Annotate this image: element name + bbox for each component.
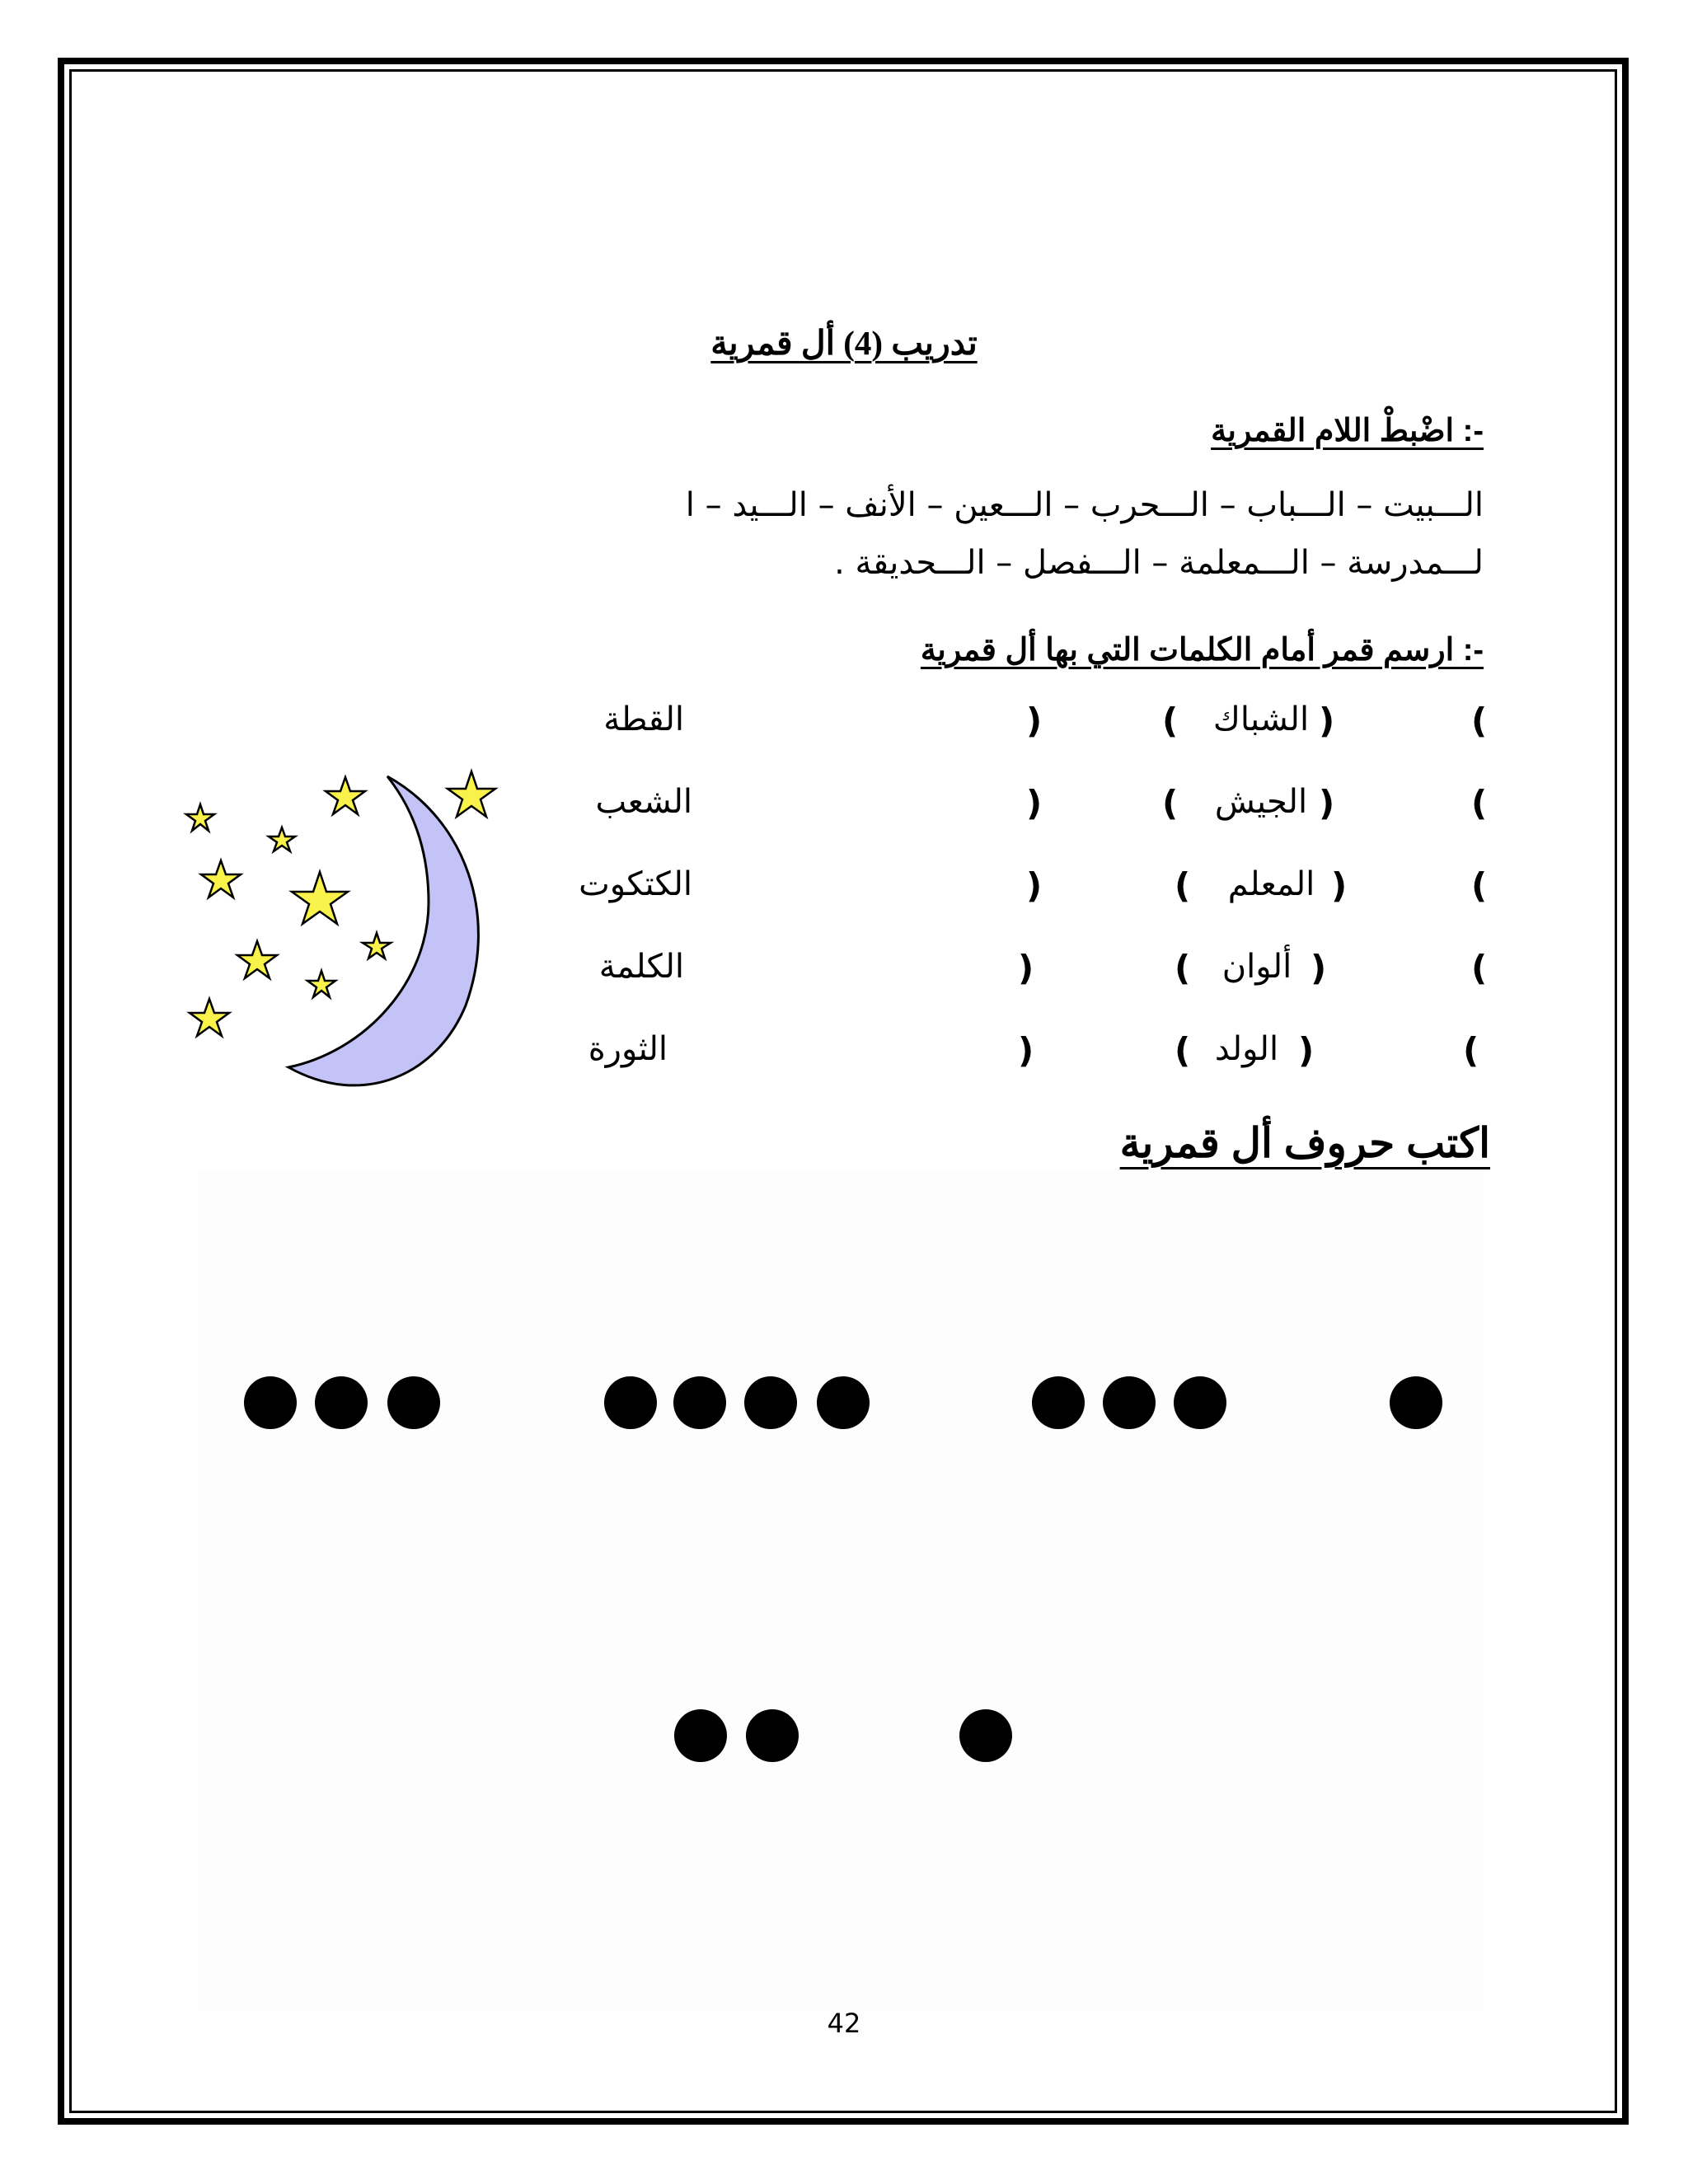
extra-word: الثورة [588, 1030, 668, 1068]
word: الجيش [1214, 783, 1308, 821]
paren-close: ) [1026, 783, 1043, 823]
word-row [528, 865, 1488, 915]
word: المعلم [1227, 865, 1315, 903]
star-icon [326, 777, 365, 814]
star-icon [292, 872, 348, 924]
star-icon [448, 771, 495, 817]
word-row [528, 783, 1488, 832]
extra-word: الشعب [595, 783, 692, 821]
paren-close: ) [1319, 783, 1335, 823]
word: الولد [1214, 1030, 1279, 1068]
paren-open: ( [1162, 701, 1179, 741]
word-row [528, 948, 1488, 997]
paren-open: ( [1175, 1030, 1191, 1071]
page-title: تدريب (4) أل قمرية [710, 324, 978, 362]
extra-word: الكتكوت [579, 865, 692, 903]
section1-line2: لـــمدرسة – الـــمعلمة – الـــفصل – الـــحديقة . [834, 544, 1484, 582]
word-row [528, 701, 1488, 750]
star-icon [201, 860, 241, 898]
word: الشباك [1212, 701, 1310, 738]
star-icon [237, 941, 277, 978]
star-icon [269, 827, 295, 851]
paren-close: ) [1298, 1030, 1315, 1071]
word: ألوان [1221, 948, 1292, 986]
paren-close: ) [1319, 701, 1335, 741]
extra-word: الكلمة [598, 948, 684, 986]
star-icon [190, 999, 229, 1036]
section1-line1: الـــبيت – الـــباب – الـــحرب – الـــعين – الأنف – الـــيد – ا [685, 486, 1484, 524]
crescent-moon-icon [288, 776, 478, 1085]
star-icon [186, 804, 214, 831]
paren-close: ) [1311, 948, 1327, 988]
star-icon [363, 933, 391, 958]
section3-heading: اكتب حروف أل قمرية [1119, 1120, 1490, 1166]
paren-open: ( [1175, 865, 1191, 906]
paren-open: ( [1471, 865, 1488, 906]
paren-close: ) [1026, 701, 1043, 741]
paren-close: ) [1018, 1030, 1034, 1071]
word-row [528, 1030, 1484, 1080]
star-icon [307, 971, 335, 997]
paren-open: ( [1471, 783, 1488, 823]
answer-area [198, 1170, 1484, 2011]
paren-open: ( [1175, 948, 1191, 988]
section2-heading: -: ارسم قمر أمام الكلمات التي بها أل قمرية [920, 633, 1484, 668]
section1-heading: -: اضْبطْ اللام القمرية [1211, 414, 1484, 448]
paren-open: ( [1471, 701, 1488, 741]
paren-open: ( [1162, 783, 1179, 823]
page-number: 42 [827, 2008, 861, 2039]
paren-close: ) [1018, 948, 1034, 988]
moon-stars-illustration [181, 758, 528, 1104]
extra-word: القطة [603, 701, 684, 738]
paren-open: ( [1463, 1030, 1479, 1071]
paren-close: ) [1331, 865, 1348, 906]
paren-open: ( [1471, 948, 1488, 988]
paren-close: ) [1026, 865, 1043, 906]
